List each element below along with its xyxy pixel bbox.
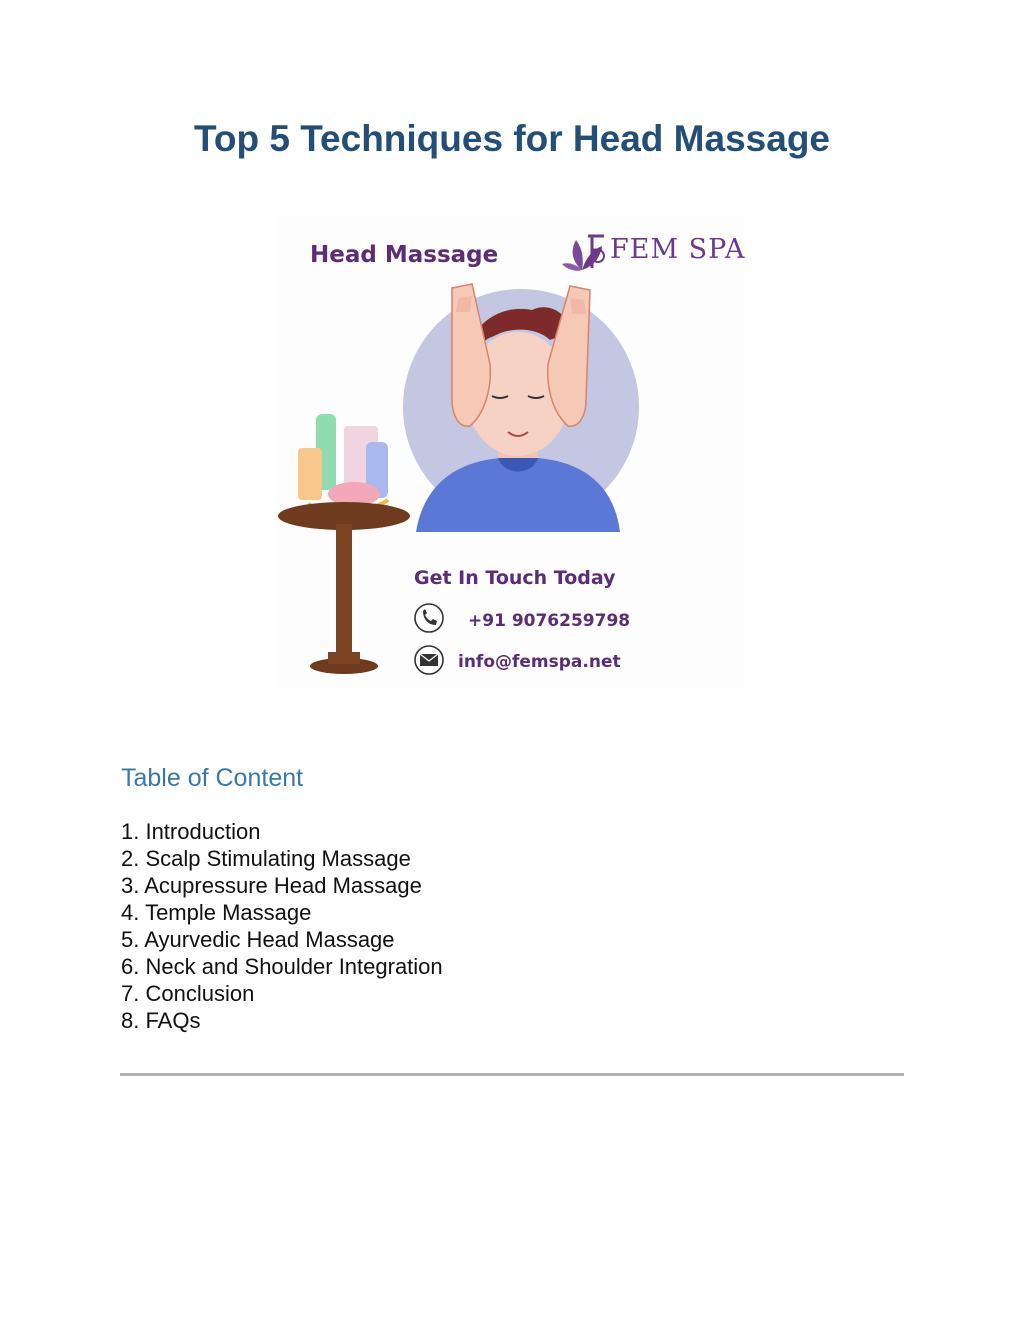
banner-heading: Head Massage (310, 242, 499, 268)
toc-list (121, 818, 443, 1034)
phone-number: +91 9076259798 (468, 611, 631, 631)
toc-item: 2. Scalp Stimulating Massage (121, 846, 411, 871)
toc-item: 6. Neck and Shoulder Integration (121, 954, 443, 979)
toc-item: 3. Acupressure Head Massage (121, 873, 422, 898)
mail-icon (415, 646, 443, 674)
toc-item: 8. FAQs (121, 1008, 201, 1033)
toc-heading: Table of Content (121, 764, 304, 792)
section-divider (120, 1073, 904, 1076)
brand-name: FEM SPA (610, 234, 746, 265)
phone-icon (415, 604, 443, 632)
toc-item: 7. Conclusion (121, 981, 255, 1006)
page-title: Top 5 Techniques for Head Massage (194, 118, 830, 159)
toc-item: 5. Ayurvedic Head Massage (121, 927, 395, 952)
head-massage-banner (276, 214, 746, 688)
toc-item: 1. Introduction (121, 819, 261, 844)
toc-item: 4. Temple Massage (121, 900, 312, 925)
cta-text: Get In Touch Today (414, 567, 616, 589)
email-address: info@femspa.net (458, 652, 621, 672)
